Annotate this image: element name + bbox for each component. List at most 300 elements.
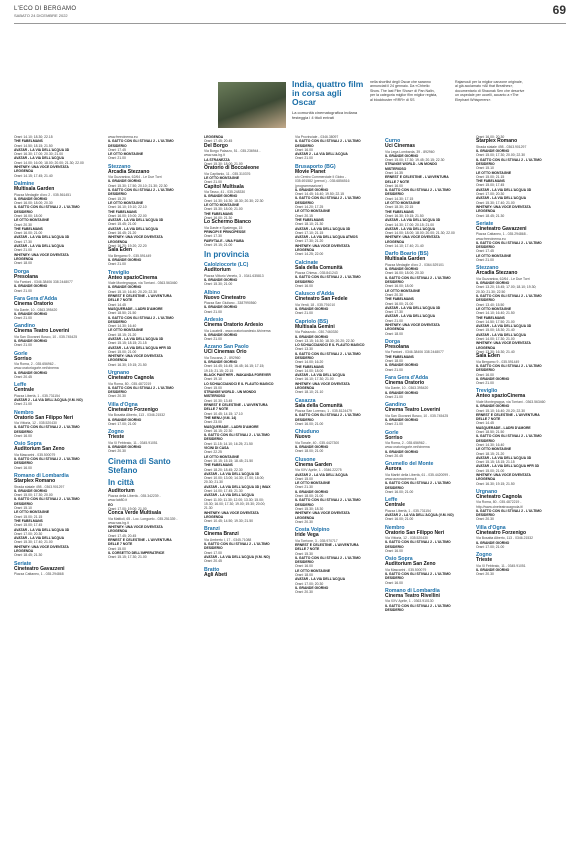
showtimes: Orari: 14.25; 22.00 [295,252,324,257]
film-title: IL GRANDE GIORNO [476,281,510,286]
film-title: IL GATTO CON GLI STIVALI 2 - L'ULTIMO DESIDERIO [476,508,542,518]
film-title: THE FABELMANS [385,297,414,302]
film-title: IL GRANDE GIORNO [14,339,48,344]
film-title: WHITNEY: UNA VOCE DIVENTATA LEGGENDA [14,165,69,174]
showtimes: Orari: 17.30 [385,310,403,315]
film-title: WHITNEY: UNA VOCE DIVENTATA LEGGENDA [295,381,350,391]
showtimes: Orari: 17.00; 21.00 [476,544,505,549]
film-title: LE OTTO MONTAGNE [14,218,50,223]
showtimes: Orari: 17.45 [108,147,126,152]
film-title: AVATAR - LA VIA DELL'ACQUA [476,332,527,337]
film-title: LE OTTO MONTAGNE [295,481,331,486]
cinema-address: Via Lega Lombarda, 39 - 892960 [385,149,435,154]
showtimes: Orari: 15.20 [108,196,126,201]
showtimes: Orari: 15.00 [295,476,313,481]
film-title: IL GRANDE GIORNO [385,153,419,158]
film-title: AVATAR - LA VIA DELL'ACQUA 3D [14,147,70,152]
cinema-name: Auditorium [108,487,135,494]
cinema-name: Cineteatro Gavazzeni [476,225,527,232]
film-title: IL GATTO CON GLI STIVALI 2 - L'ULTIMO DESIDERIO [295,351,361,360]
feature-title: India, quattro film in corsa agli Oscar [292,79,364,107]
showtimes: Orari: 15.30; 17.50; 20.10; 21.30; 22.30 [108,183,168,188]
cinema-address: Via Tonale, 40 - 035.4427300 [295,440,340,445]
film-title: IL GRANDE GIORNO [385,267,419,272]
cinema-name: Nuovo [295,434,311,441]
showtimes: Orari: 15.30; 17.40; 21.00 [476,200,515,205]
showtimes: Orari: 16.00 [385,580,403,585]
film-title: LO SCHIACCIANOCI E IL FLAUTO MAGICO [295,343,365,348]
cinema-name: Oratorio San Filippo Neri [385,529,445,536]
film-title: MASQUERADE - LADRI D'AMORE [204,424,259,429]
showtimes: Orari: 20.30 [108,394,126,399]
showtimes: Orari: 20.45 [385,453,403,458]
cinema-address: Via Palazzolo - 030.7460330 [295,330,339,335]
showtimes: Orari: 14.30; 16.40 [476,442,505,447]
film-title: IL CORSETTO DELL'IMPERATRICE [108,550,165,555]
cinema-address: Piazza Cattaneo, 1 - 035.294868 - www.freecinema.eu [476,232,528,241]
showtimes: Orari: 16.00 [295,564,313,569]
film-title: WHITNEY: UNA VOCE DIVENTATA LEGGENDA [108,354,163,363]
film-title: ERNEST E CELESTINE - L'AVVENTURA DELLE 7 NOTE [108,294,172,303]
showtimes: Orari: 21.00 [14,248,32,253]
film-title: WHITNEY: UNA VOCE DIVENTATA LEGGENDA [108,525,163,534]
film-title: AVATAR - LA VIA DELL'ACQUA [14,536,65,541]
film-title: AVATAR - LA VIA DELL'ACQUA 3D [295,226,351,231]
cinema-name: Sala della Comunità [295,402,343,409]
showtimes: Orari: 18.45; 21.30 [476,213,505,218]
showtimes: Orari: 16.00; 19.00; 22.00 [108,213,147,218]
film-title: IL GATTO CON GLI STIVALI 2 - L'ULTIMO DESIDERIO [108,188,174,197]
town-heading: Dorga [385,338,400,345]
film-title: IL GRANDE GIORNO [204,360,238,365]
showtimes: Orari: 14.50; 17.50; 21.00 [476,319,515,324]
town-heading: Romano di Lombardia [385,587,440,594]
cinema-name: Cinema Oratorio [385,379,425,386]
film-title: LE OTTO MONTAGNE [204,454,240,459]
town-heading: Capriolo (BS) [295,318,329,325]
cinema-address: Via Toscana, 2 - 892960 [204,355,241,360]
showtimes: Orari: 18.10; 21.10 [295,390,324,395]
showtimes: Orari: 23.00 [204,420,222,425]
showtimes: Orari: 21.00 [385,422,403,427]
film-title: IL GRANDE GIORNO [14,311,48,316]
cinema-address: Via Borgo Palazzo, 51 - 035.236944 - www.sas.bg.it [204,149,261,158]
showtimes: Orari: 21.00 [14,288,32,293]
showtimes: Orari: 16.00; 18.00 [14,213,43,218]
town-heading: Bratto [204,566,220,573]
cinema-address: Piazza della Libertà - 035.342239 - www.lab80.it [108,494,161,503]
cinema-name: Starplex Romano [476,138,518,145]
film-title: MASQUERADE - LADRI D'AMORE [108,306,163,311]
film-title: IL GRANDE GIORNO [476,540,510,545]
town-heading: Romano di Lombardia [14,473,69,480]
showtimes: Orari: 14.10; 18.30; 22.15 [14,135,53,139]
showtimes: Orari: 20.30 [385,292,403,297]
showtimes: Orari: 18.10; 21.30 [295,222,324,227]
film-title: IL GATTO CON GLI STIVALI 2 - L'ULTIMO DESIDERIO [14,425,80,434]
showtimes: Orari: 18.00 [295,572,313,577]
cinema-name: Arcadia Stezzano [476,270,518,277]
film-title: IL GRANDE GIORNO [204,277,238,282]
showtimes: Orari: 15.00 [108,546,126,551]
showtimes: Orari: 20.30 [476,572,494,577]
showtimes: Orari: 21.00 [295,156,313,161]
film-title: IL GRANDE GIORNO [385,418,419,423]
film-title: IL GATTO CON GLI STIVALI 2 - L'ULTIMO DESIDERIO [295,413,361,422]
cinema-address: Piazza San Lorenzo, 1 - 035.8124479 [295,409,352,414]
town-heading: Fara Gera d'Adda [385,374,429,381]
film-title: IL GRANDE GIORNO [204,305,238,310]
cinema-address: Via Roma, 80 - 035.4872219 - http://www.cineteatrocagnola.it/ [476,500,523,509]
showtimes: Orari: 16.30; 19.15; 21.50 [476,481,515,486]
cinema-name: Starplex Romano [14,478,56,485]
town-heading: Dorga [14,268,29,275]
showtimes: Orari: 17.30 [204,234,222,239]
town-heading: Osio Sopra [14,441,42,448]
cinema-address: Via Umberto I, 17 - 0345.71088 [204,537,252,542]
film-title: AVATAR - LA VIA DELL'ACQUA (V.M. NO) [204,555,270,560]
showtimes: Orari: 14.00; 17.45; 21.30 [204,489,243,494]
cinema-address: Piazza Libertà, 1 - 035.731154 [385,508,431,513]
film-title: IL GATTO CON GLI STIVALI 2 - L'ULTIMO DESIDERIO [108,385,174,395]
cinema-name: Centrale [14,387,35,394]
showtimes: Orari: 21.00 [14,343,32,348]
showtimes: Orari: 15.00; 17.30; 20.00; 22.30 [476,153,526,158]
film-title: AVATAR - LA VIA DELL'ACQUA 3D [476,324,532,329]
film-title: AVATAR - LA VIA DELL'ACQUA [14,156,65,161]
showtimes: Orari: 18.15; 21.20 [108,332,137,337]
showtimes: Orari: 14.45; 16.45; 16.45; 16.15; 17.15; 19.15; 21.15; 22.15 [204,364,265,373]
showtimes: Orari: 15.10 [14,506,32,511]
showtimes: Orari: 20.30 [14,222,32,227]
film-title: AVATAR 2 - LA VIA DELL'ACQUA [295,152,348,157]
showtimes: Orari: 15.15; 17.30; 21.00 [108,555,147,560]
listings-column-5 [385,135,455,841]
film-title: AVATAR - LA VIA DELL'ACQUA HFR 3D [476,464,540,469]
cinema-address: Via San Giovanni Bosco, 10 - 035.745425 [385,413,449,418]
cinema-address: www.freecinema.eu [108,135,138,139]
cinema-name: Cineteatro Cagnola [108,375,154,382]
film-title: LE OTTO MONTAGNE [385,288,421,293]
film-title: IL GRANDE GIORNO [295,585,329,590]
film-title: AVATAR - LA VIA DELL'ACQUA 3D [385,218,441,223]
showtimes: Orari: 15.00; 17.30; 19.45; 20.15; 22.30 [385,158,445,163]
film-title: LE OTTO MONTAGNE [476,170,512,175]
film-title: LE OTTO MONTAGNE [385,201,421,206]
town-heading: Villa d'Ogna [108,401,138,408]
film-title: THE FABELMANS [476,179,505,184]
film-title: IL GRANDE GIORNO [108,285,142,290]
cinema-name: Conca Verde Multisala [108,510,162,517]
cinema-name: Oratorio di Boccaleone [204,165,260,172]
cinema-name: Anteo spazioCinema [476,393,526,400]
film-title: IL GRANDE GIORNO [385,390,419,395]
showtimes: Orari: 14.00; 17.30; 21.00 [476,336,515,341]
cinema-address: Piazza Vittorio Veneto, 3 - 0341.635813 [204,273,264,278]
film-title: AVATAR - LA VIA DELL'ACQUA [385,314,436,319]
showtimes: Orari: 15.30; 21.00 [204,282,233,287]
showtimes: Orari: 16.30; 17.00; 20.30; 21.00 [14,152,64,157]
town-heading: Chiuduno [295,429,320,436]
film-title: AVATAR - LA VIA DELL'ACQUA [295,373,346,378]
showtimes: Orari: 21.00 [14,316,32,320]
town-heading: Ardesio [204,316,224,323]
town-heading: Treviglio [108,269,130,276]
town-heading: Fara Gera d'Adda [14,295,58,302]
showtimes: Orari: 21.00 [295,311,313,316]
film-title: LO SCHIACCIANOCI E IL FLAUTO MAGICO [204,381,274,386]
cinema-address: Via Roma, 80 - 035.4872219 [108,381,152,386]
showtimes: Orari: 14.20; 17.25 [295,205,324,210]
section-heading: In città [108,477,134,487]
town-heading: Darfo Boario (BS) [385,251,429,258]
town-heading: Zogno [108,429,124,436]
film-title: IL GRANDE GIORNO [14,370,48,375]
feature-body-1: nella shortlist degli Oscar che saranno annunciati il 24 gennaio. Da «Chhello Show. The last Film Show» di Pan Nalin, per la categoria miglior film miglior regista, al blockbuster «RRR» di SS [370,80,438,102]
film-title: AVATAR - LA VIA DELL'ACQUA [204,493,255,498]
town-heading: Calolziocorte (LC) [204,262,249,269]
film-title: LE OTTO MONTAGNE [476,306,512,311]
feature-photo [218,82,286,128]
film-title: THE FABELMANS [14,139,43,144]
town-heading: Azzano San Paolo [204,344,249,351]
showtimes: Orari: 21.00 [204,309,222,314]
cinema-name: Auditorium [204,267,231,274]
film-title: ERNEST E CELESTINE - L'AVVENTURA DELLE 7 NOTE [476,412,540,422]
cinema-address: c/o Centro Commerciale Il Globo - 035.691582 (prenot.) - 035.6856516 (programmazione) [295,175,350,188]
film-title: LE OTTO MONTAGNE [14,510,50,515]
showtimes: Orari: 18.50; 21.50 [476,430,505,435]
town-heading: Calusco d'Adda [295,291,334,298]
cinema-address: Via Dante, 10 - 0363.395420 [385,386,429,391]
showtimes: Orari: 16.15; 22.30 [204,428,233,433]
film-title: AVATAR - LA VIA DELL'ACQUA ATMOS [295,235,358,240]
showtimes: Orari: 20.30 [295,519,313,524]
cinema-name: Del Borgo [204,142,228,149]
cinema-address: Via Vittoria, 12 - 035.520430 [14,421,57,426]
film-title: THE FABELMANS [14,226,43,231]
showtimes: Orari: 20.30 [476,517,494,522]
cinema-address: Via XI Febbraio, 11 - 0345.91051 [108,440,158,445]
town-heading: Stezzano [108,163,131,170]
showtimes: Orari: 15.10; 16.40; 20.20; 22.30 [476,408,526,413]
showtimes: Orari: 17.30 [14,239,32,244]
cinema-name: Cinema Teatro Loverini [14,328,70,335]
feature-subtitle: La comunità cinematografica indiana festeggia i 4 titoli entrati [292,110,358,120]
cinema-name: Cinema Garden [295,461,332,468]
film-title: IL GRANDE GIORNO [476,376,510,381]
film-title: LE OTTO MONTAGNE [295,568,331,573]
town-heading: Seriate [476,220,494,227]
cinema-address: Via Provinciale - 0346.38097 [295,135,339,139]
cinema-address: Via Capitanio, 11 - 035.310376 [204,171,251,176]
film-title: IL GATTO CON GLI STIVALI 2 - L'ULTIMO DESIDERIO [476,240,542,250]
showtimes: Orari: 16.30; 19.15; 21.50 [108,362,147,367]
cinema-address: Strada statale 498 - 0363.901297 [14,484,65,489]
film-title: AVATAR - LA VIA DELL'ACQUA 3D [476,455,532,460]
showtimes: Orari: 14.45; 16.40; 19.50; 22.15 [295,192,345,197]
cinema-name: Presolana [14,273,38,280]
showtimes: Orari: 21.00 [108,262,126,267]
cinema-name: Capitol Multisala [204,183,244,190]
showtimes: Orari: 14.00; 18.00; 18.00; 20.00; 21.30; 22.00 [385,231,455,236]
showtimes: Orari: 21.00 [385,318,403,323]
showtimes: Orari: 16.00; 18.00; 20.30 [385,271,424,276]
town-heading: Clusone [295,456,316,463]
film-title: IL GRANDE GIORNO [14,196,48,201]
film-title: AVATAR - LA VIA DELL'ACQUA 3D [14,235,70,240]
showtimes: Orari: 17.45; 20.45 [108,533,137,538]
showtimes: Orari: 14.45 [108,302,126,307]
showtimes: Orari: 10.45; 14.50; 19.30; 21.50 [204,519,254,524]
listings-column-1 [14,135,84,841]
film-title: IL GRANDE GIORNO [476,149,510,154]
cinema-address: Via San Giovanni Bosco, 10 - 035.745425 [14,334,78,339]
film-title: AVATAR - LA VIA DELL'ACQUA 3D | IMAX [204,484,271,489]
cinema-address: Piazza Cattaneo, 1 - 035.294868 [14,572,64,577]
cinema-address: Via Tasso, 41 - 035.248330 [204,190,246,195]
cinema-name: Agli Abeti [204,571,228,578]
showtimes: Orari: 16.00; 21.00 [385,489,414,494]
showtimes: Orari: 15.30; 18.30 [295,506,324,511]
town-heading: Nembro [14,409,34,416]
cinema-name: Movie Planet [295,168,326,175]
film-title: AVATAR - LA VIA DELL'ACQUA 3D [108,218,164,223]
film-title: IL GATTO CON GLI STIVALI 2 - L'ULTIMO DESIDERIO [385,540,451,549]
cinema-address: Piazza Chiesa - 035.841243 [295,271,338,276]
film-title: THE FABELMANS [204,463,233,468]
showtimes: Orari: 13.20; 15.45; 17.00; 18.10; 19.30; 20.30; 21.30; 22.50 [476,285,537,294]
film-title: IL GATTO CON GLI STIVALI 2 - L'ULTIMO DESIDERIO [295,196,361,205]
cinema-name: Cinema Branzi [204,531,239,538]
showtimes: Orari: 15.30; 18.00; 21.00 [204,161,243,166]
film-title: AVATAR - LA VIA DELL'ACQUA [295,577,346,582]
film-title: IL GRANDE GIORNO [295,445,329,450]
film-title: IL GATTO CON GLI STIVALI 2 - L'ULTIMO DESIDERIO [295,555,361,565]
showtimes: Orari: 15.00; 21.00 [476,468,505,473]
film-title: IL GRANDE GIORNO [385,449,419,454]
film-title: IL GATTO CON GLI STIVALI 2 - L'ULTIMO DESIDERIO [385,603,451,612]
cinema-address: Via Mascarini - 035.500079 [385,567,427,572]
showtimes: Orari: 16.00; 18.00 [385,284,414,289]
showtimes: Orari: 14.15; 17.45; 21.40 [14,173,53,178]
showtimes: Orari: 16.00; 21.00 [295,422,324,427]
feature-body-2: Rajamouli per la miglior canzone originale, al già acclamato «All that Breathes», documentario di Shaunak Sen che descrive un ospedale per uccelli, accanto a «The Elephant Whisperers». [455,80,525,102]
film-title: IL GATTO CON GLI STIVALI 2 - L'ULTIMO DESIDERIO [476,363,542,373]
cinema-address: Via Verdi, 18 - 035.791010 [295,302,336,307]
film-title: IL GATTO CON GLI STIVALI 2 - L'ULTIMO DESIDERIO [14,205,80,214]
town-heading: Brusaporto (BG) [295,163,336,170]
cinema-address: Via Guzzanica, 62/64 - Le Due Torri [476,276,530,281]
showtimes: Orari: 16.00; 20.30 [476,135,505,139]
cinema-name: Trieste [108,434,125,441]
film-title: IL GRANDE GIORNO [108,444,142,449]
cinema-address: Via Bergamo 9 - 035.591449 [476,359,520,364]
film-title: AVATAR - LA VIA DELL'ACQUA [14,244,65,249]
showtimes: Orari: 20.30 [108,449,126,454]
cinema-address: Via XXV Aprile, 1 - 0346.22275 [295,468,342,473]
showtimes: Orari: 14.00; 16.20 [295,360,324,365]
cinema-name: Cineteatro San Fedele [295,296,348,303]
showtimes: Orari: 13.30 [295,347,313,352]
page-number: 69 [552,3,566,17]
film-title: IL GATTO CON GLI STIVALI 2 - L'ULTIMO DESIDERIO [385,572,451,581]
cinema-address: Via Mattioli, 65 - Loc. Longuelo - 035.251339 - www.sas.bg.it [108,516,178,525]
showtimes: Orari: 16.00 [14,465,32,470]
film-title: WHITNEY: UNA VOCE DIVENTATA LEGGENDA [385,235,440,244]
showtimes: Orari: 16.00; 21.00 [14,231,43,236]
film-title: IL GRANDE GIORNO [295,334,329,339]
cinema-address: Via Guzzanica, 62/64 - Le Due Torri [108,175,162,180]
showtimes: Orari: 16.10; 17.30; 21.00 [295,377,334,382]
showtimes: Orari: 15.00; 17.30; 20.00 [14,493,53,498]
showtimes: Orari: 20.15 [295,213,313,218]
showtimes: Orari: 14.30; 17.00; 20.15; 21.00 [385,222,435,227]
film-title: AVATAR - LA VIA DELL'ACQUA 3D [204,471,260,476]
town-heading: Osio Sopra [385,556,413,563]
film-title: IL GATTO CON GLI STIVALI 2 - L'ULTIMO DESIDERIO [14,457,80,466]
showtimes: Orari: 16.00 [295,284,313,289]
film-title: IL GATTO CON GLI STIVALI 2 - L'ULTIMO DESIDERIO [204,433,270,442]
cinema-name: Multisala Gemini [295,323,335,330]
film-title: WHITNEY: UNA VOCE DIVENTATA LEGGENDA [204,510,259,519]
showtimes: Orari: 18.00; 21.00 [295,449,324,454]
showtimes: Orari: 21.00 [204,337,222,342]
cinema-address: Piazza San Giuliano - 3387990560 [204,301,257,306]
film-title: AVATAR 2 - LA VIA DELL'ACQUA (V.M. NO) [385,512,454,517]
film-title: LE OTTO MONTAGNE [476,447,512,452]
film-title: STRANGE WORLD - UN MONDO MISTERIOSO [385,162,438,171]
showtimes: Orari: 16.30; 19.15; 21.50 [385,213,424,218]
showtimes: Orari: 15.30; 17.40; 21.00 [14,540,53,545]
town-heading: Dalmine [14,180,35,187]
cinema-address: Via Bosatta Alberto, 113 - 0346.21532 [108,413,165,418]
cinema-address: Via Locatelli - www.oratorioardesio.it/cinema [204,328,271,333]
film-title: IL GATTO CON GLI STIVALI 2 - L'ULTIMO DESIDERIO [385,275,451,285]
section-heading: Cinema di Santo Stefano [108,456,171,475]
film-title: IL GRANDE GIORNO [476,567,510,572]
town-heading: Calcinate [295,259,319,266]
film-title: IL GATTO CON GLI STIVALI 2 - L'ULTIMO DESIDERIO [476,157,542,166]
cinema-address: Piazza Libertà, 1 - 035.731154 [14,393,60,398]
town-heading: Leffe [385,497,398,504]
cinema-name: Cineteatro Forzenigo [476,529,527,536]
showtimes: Orari: 21.00 [385,394,403,399]
film-title: EO [108,502,113,507]
film-title: THE FABELMANS [295,217,324,222]
film-title: IL GRANDE GIORNO [14,284,48,289]
showtimes: Orari: 15.10; 16.40; 20.20; 22.30 [108,289,158,294]
showtimes: Orari: 15.00; 21.00 [108,349,137,354]
cinema-address: Viale Montegrappa, via Torriani - 0363.563460 [108,281,178,286]
cinema-name: Trieste [476,557,493,564]
film-title: THE FABELMANS [385,354,414,359]
showtimes: Orari: 16.20; 19.20; 22.20 [108,243,147,248]
showtimes: Orari: 18.30; 22.15 [385,205,414,210]
showtimes: Orari: 14.00; 16.00; 18.00; 20.00; 21.30; 22.00 [14,160,84,165]
film-title: AVATAR 2 - LA VIA DELL'ACQUA (V.M. NO) [14,398,83,403]
film-title: IL GATTO CON GLI STIVALI 2 - L'ULTIMO DESIDERIO [295,139,361,148]
film-title: LE OTTO MONTAGNE [204,202,240,207]
cinema-name: Cineteatro Forzenigo [108,406,159,413]
film-title: ERNEST E CELESTINE - L'AVVENTURA DELLE 7 NOTE [108,538,172,547]
showtimes: Orari: 16.00; 21.30 [204,215,233,220]
film-title: THE FABELMANS [476,315,505,320]
showtimes: Orari: 16.00 [476,372,494,377]
cinema-address: Via Martiri della Libertà, 61 - 035.4420099 - www.auroracinema.it [385,472,451,482]
showtimes: Orari: 15.30 [295,551,313,556]
cinema-address: Via Roma, 2 - 035.656962 - www.oratoriogorle.net/cinema [14,362,59,371]
